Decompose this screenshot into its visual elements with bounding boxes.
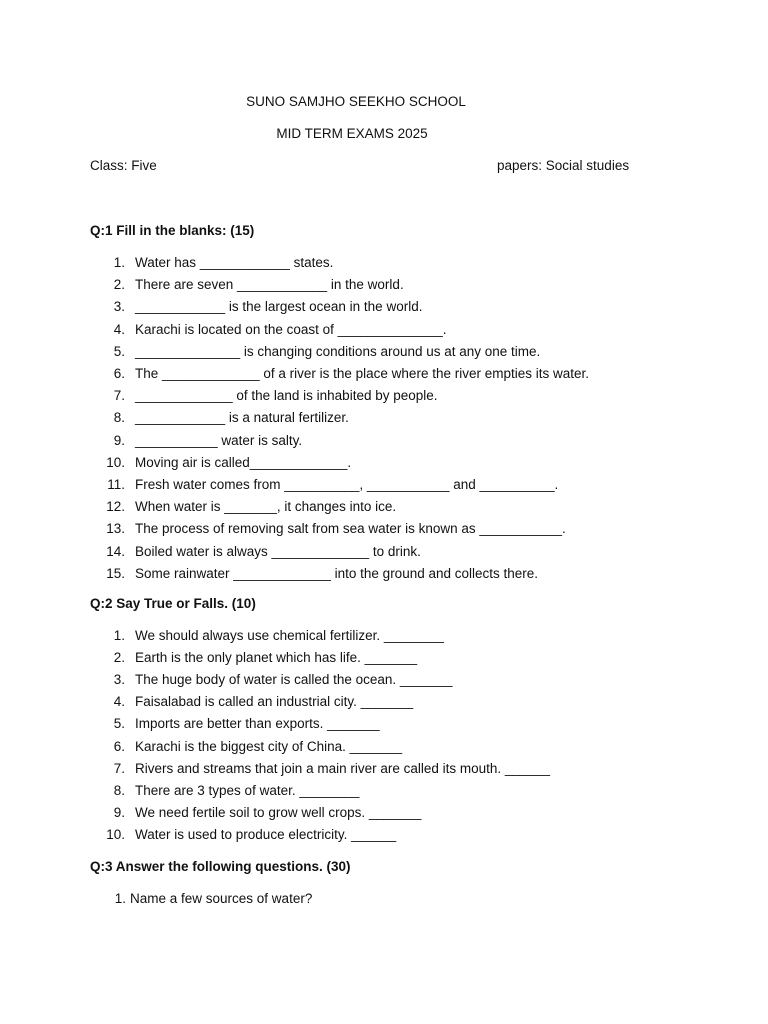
item-number: 6.: [113, 738, 125, 754]
item-text: We should always use chemical fertilizer. ________: [135, 628, 444, 643]
item-number: 5.: [113, 343, 125, 359]
item-number: 8.: [113, 782, 125, 798]
item-text: The huge body of water is called the ocean. _______: [135, 672, 453, 688]
item-number: 10.: [106, 454, 125, 470]
section-heading-answer-questions: Q:3 Answer the following questions. (30): [90, 859, 351, 874]
item-text: Earth is the only planet which has life. _______: [135, 650, 418, 666]
item-text: Rivers and streams that join a main river are called its mouth. ______: [135, 760, 550, 776]
item-number: 9.: [113, 804, 125, 820]
item-number: 14.: [106, 543, 125, 559]
item-text: When water is _______, it changes into ice.: [135, 499, 397, 515]
item-number: 10.: [106, 826, 125, 842]
item-text: Karachi is located on the coast of ______________.: [135, 321, 447, 337]
item-text: We need fertile soil to grow well crops. _______: [135, 804, 422, 820]
item-number: 9.: [113, 432, 125, 448]
item-number: 7.: [113, 760, 125, 776]
item-number: 4.: [113, 694, 125, 710]
item-number: 1.: [114, 891, 126, 906]
item-number: 11.: [107, 477, 125, 492]
item-number: 4.: [113, 321, 125, 337]
item-text: ____________ is the largest ocean in the world.: [135, 299, 423, 315]
item-text: Moving air is called_____________.: [135, 454, 352, 470]
section-heading-true-false: Q:2 Say True or Falls. (10): [90, 596, 256, 611]
item-text: Boiled water is always _____________ to drink.: [135, 543, 421, 559]
item-text: Karachi is the biggest city of China. _______: [135, 738, 403, 754]
item-text: ___________ water is salty.: [135, 432, 303, 448]
item-text: Water is used to produce electricity. ______: [135, 826, 397, 842]
item-number: 1.: [113, 255, 125, 270]
item-text: The _____________ of a river is the place where the river empties its water.: [135, 366, 590, 381]
item-number: 6.: [113, 366, 125, 381]
class-label: Class: Five: [90, 158, 157, 173]
item-text: _____________ of the land is inhabited by people.: [135, 388, 438, 404]
item-number: 12.: [106, 499, 125, 515]
item-number: 2.: [113, 650, 125, 666]
item-text: Imports are better than exports. _______: [135, 716, 380, 732]
item-text: Fresh water comes from __________, ___________ and __________.: [135, 477, 559, 492]
item-number: 7.: [113, 388, 125, 404]
item-number: 2.: [113, 277, 125, 293]
item-number: 5.: [113, 716, 125, 732]
item-number: 3.: [113, 299, 125, 315]
school-name: SUNO SAMJHO SEEKHO SCHOOL: [246, 94, 466, 109]
item-number: 15.: [106, 565, 125, 581]
item-text: ____________ is a natural fertilizer.: [135, 410, 349, 426]
item-text: Water has ____________ states.: [135, 255, 334, 270]
paper-label: papers: Social studies: [497, 158, 630, 173]
item-text: Some rainwater _____________ into the ground and collects there.: [135, 565, 539, 581]
item-number: 8.: [113, 410, 125, 426]
item-text: There are seven ____________ in the world.: [135, 277, 404, 293]
item-text: Name a few sources of water?: [130, 891, 313, 906]
item-text: There are 3 types of water. ________: [135, 782, 360, 798]
item-number: 3.: [113, 672, 125, 688]
item-number: 13.: [106, 521, 125, 537]
item-number: 1.: [113, 628, 125, 643]
item-text: Faisalabad is called an industrial city. _______: [135, 694, 414, 710]
item-text: The process of removing salt from sea water is known as ___________.: [135, 521, 566, 537]
item-text: ______________ is changing conditions around us at any one time.: [135, 343, 541, 359]
exam-title: MID TERM EXAMS 2025: [276, 126, 428, 141]
section-heading-fill-blanks: Q:1 Fill in the blanks: (15): [90, 223, 255, 238]
